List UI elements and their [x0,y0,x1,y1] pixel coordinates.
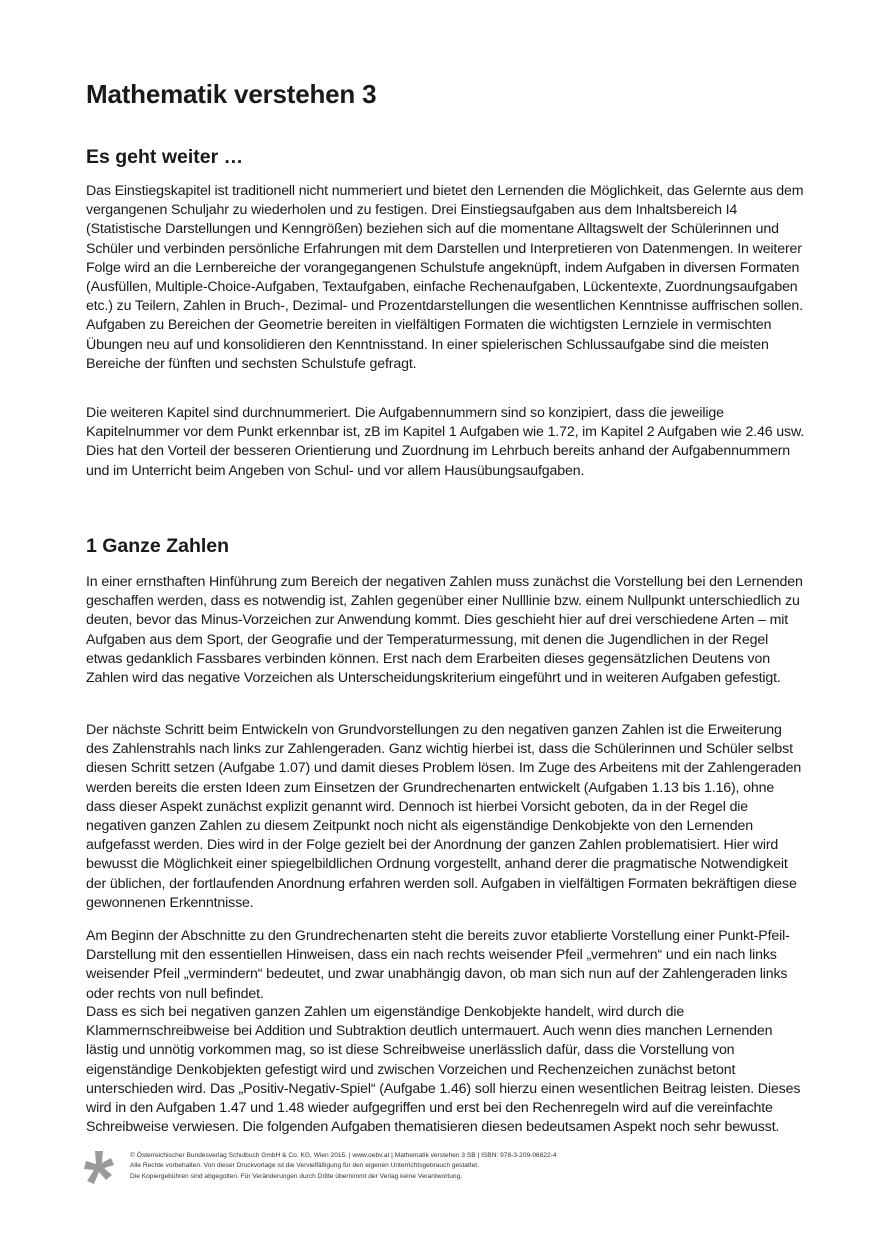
page-title: Mathematik verstehen 3 [86,79,377,109]
paragraph: Dass es sich bei negativen ganzen Zahlen um eigenständige Denkobjekte handelt, wird durch die Klammernschreibweise bei Addition und Subtraktion deutlich untermauert. Auch wenn dies manchen Lernenden lästig und unnötig vorkommen mag, so ist diese Schreibweise unerlässlich dafür, dass die Vorstellung von eigenständige Denkobjekten gefestigt wird und zwischen Vorzeichen und Rechenzeichen zunächst betont unterschieden wird. Das „Positiv-Negativ-Spiel“ (Aufgabe 1.46) soll hierzu einen wesentlichen Beitrag leisten. Dieses wird in den Aufgaben 1.47 und 1.48 wieder aufgegriffen und erst bei den Rechenregeln wird auf die vereinfachte Schreibweise verwiesen. Die folgenden Aufgaben thematisieren diesen bedeutsamen Aspekt noch sehr bewusst. [86,1004,801,1136]
section-heading-es-geht-weiter: Es geht weiter … [86,146,244,168]
footer-rights: Alle Rechte vorbehalten. Von dieser Druckvorlage ist die Vervielfältigung für den eigenen Unterrichtsgebrauch gestattet. [130,1162,479,1170]
section-heading-ganze-zahlen: 1 Ganze Zahlen [86,535,230,557]
footer-disclaimer: Die Kopiergebühren sind abgegolten. Für Veränderungen durch Dritte übernimmt der Verlag keine Verantwortung. [130,1172,463,1180]
paragraph: Am Beginn der Abschnitte zu den Grundrechenarten steht die bereits zuvor etablierte Vorstellung einer Punkt-Pfeil-Darstellung mit den essentiellen Hinweisen, dass ein nach rechts weisender Pfeil „vermehren“ und ein nach links weisender Pfeil „vermindern“ bedeutet, und zwar unabhängig davon, ob man sich nun auf der Zahlengeraden links oder rechts von null befindet. [86,928,790,1002]
paragraph: Das Einstiegskapitel ist traditionell nicht nummeriert und bietet den Lernenden die Möglichkeit, das Gelernte aus dem vergangenen Schuljahr zu wiederholen und zu festigen. Drei Einstiegsaufgaben aus dem Inhaltsbereich I4 (Statistische Darstellungen und Kenngrößen) beziehen sich auf die momentane Alltagswelt der Schülerinnen und Schüler und verbinden persönliche Erfahrungen mit dem Darstellen und Interpretieren von Datenmengen. In weiterer Folge wird an die Lernbereiche der vorangegangenen Schulstufe angeknüpft, indem Aufgaben in diversen Formaten (Ausfüllen, Multiple-Choice-Aufgaben, Textaufgaben, einfache Rechenaufgaben, Lückentexte, Zuordnungsaufgaben etc.) zu Teilern, Zahlen in Bruch-, Dezimal- und Prozentdarstellungen die wesentlichen Kenntnisse auffrischen sollen. Aufgaben zu Bereichen der Geometrie bereiten in vielfältigen Formaten die wichtigsten Lernziele in vermischten Übungen neu auf und konsolidieren den Kenntnisstand. In einer spielerischen Schlussaufgabe sind die meisten Bereiche der fünften und sechsten Schulstufe gefragt. [86,183,804,372]
footer-legal [130,1151,750,1182]
paragraph: Der nächste Schritt beim Entwickeln von Grundvorstellungen zu den negativen ganzen Zahlen ist die Erweiterung des Zahlenstrahls nach links zur Zahlengeraden. Ganz wichtig hierbei ist, dass die Schülerinnen und Schüler selbst diesen Schritt setzen (Aufgabe 1.07) und damit dieses Problem lösen. Im Zuge des Arbeitens mit der Zahlengeraden werden bereits die ersten Ideen zum Einsetzen der Grundrechenarten entwickelt (Aufgaben 1.13 bis 1.16), ohne dass dieser Aspekt zunächst explizit genannt wird. Dennoch ist hierbei Vorsicht geboten, da in der Regel die negativen ganzen Zahlen zu diesem Zeitpunkt noch nicht als eigenständige Denkobjekte von den Lernenden aufgefasst werden. Dies wird in der Folge gezielt bei der Anordnung der ganzen Zahlen problematisiert. Hier wird bewusst die Möglichkeit einer spiegelbildlichen Ordnung vorgestellt, anhand derer die pragmatische Notwendigkeit der üblichen, der fortlaufenden Anordnung erfahren werden soll. Aufgaben in vielfältigen Formaten bekräftigen diese gewonnenen Erkenntnisse. [86,722,802,911]
paragraph: In einer ernsthaften Hinführung zum Bereich der negativen Zahlen muss zunächst die Vorstellung bei den Lernenden geschaffen werden, dass es notwendig ist, Zahlen gegenüber einer Nulllinie bzw. einem Nullpunkt unterschiedlich zu deuten, bevor das Minus-Vorzeichen zur Anwendung kommt. Dies geschieht hier auf drei verschiedene Arten – mit Aufgaben aus dem Sport, der Geografie und der Temperaturmessung, mit denen die Jugendlichen in der Regel etwas gedanklich Fassbares verbinden können. Erst nach dem Erarbeiten dieses gegensätzlichen Deutens von Zahlen wird das negative Vorzeichen als Unterscheidungskriterium eingeführt und in weiteren Aufgaben gefestigt. [86,574,803,687]
oebv-logo-icon [84,1151,114,1185]
paragraph: Die weiteren Kapitel sind durchnummeriert. Die Aufgabennummern sind so konzipiert, dass die jeweilige Kapitelnummer vor dem Punkt erkennbar ist, zB im Kapitel 1 Aufgaben wie 1.72, im Kapitel 2 Aufgaben wie 2.46 usw. Dies hat den Vorteil der besseren Orientierung und Zuordnung im Lehrbuch bereits anhand der Aufgabennummern und im Unterricht beim Angeben von Schul- und vor allem Hausübungsaufgaben. [86,405,805,479]
footer-copyright: © Österreichischer Bundesverlag Schulbuch GmbH & Co. KG, Wien 2015. | www.oebv.at | Mathematik verstehen 3 SB | ISBN: 978-3-209-06822-4 [130,1152,557,1159]
